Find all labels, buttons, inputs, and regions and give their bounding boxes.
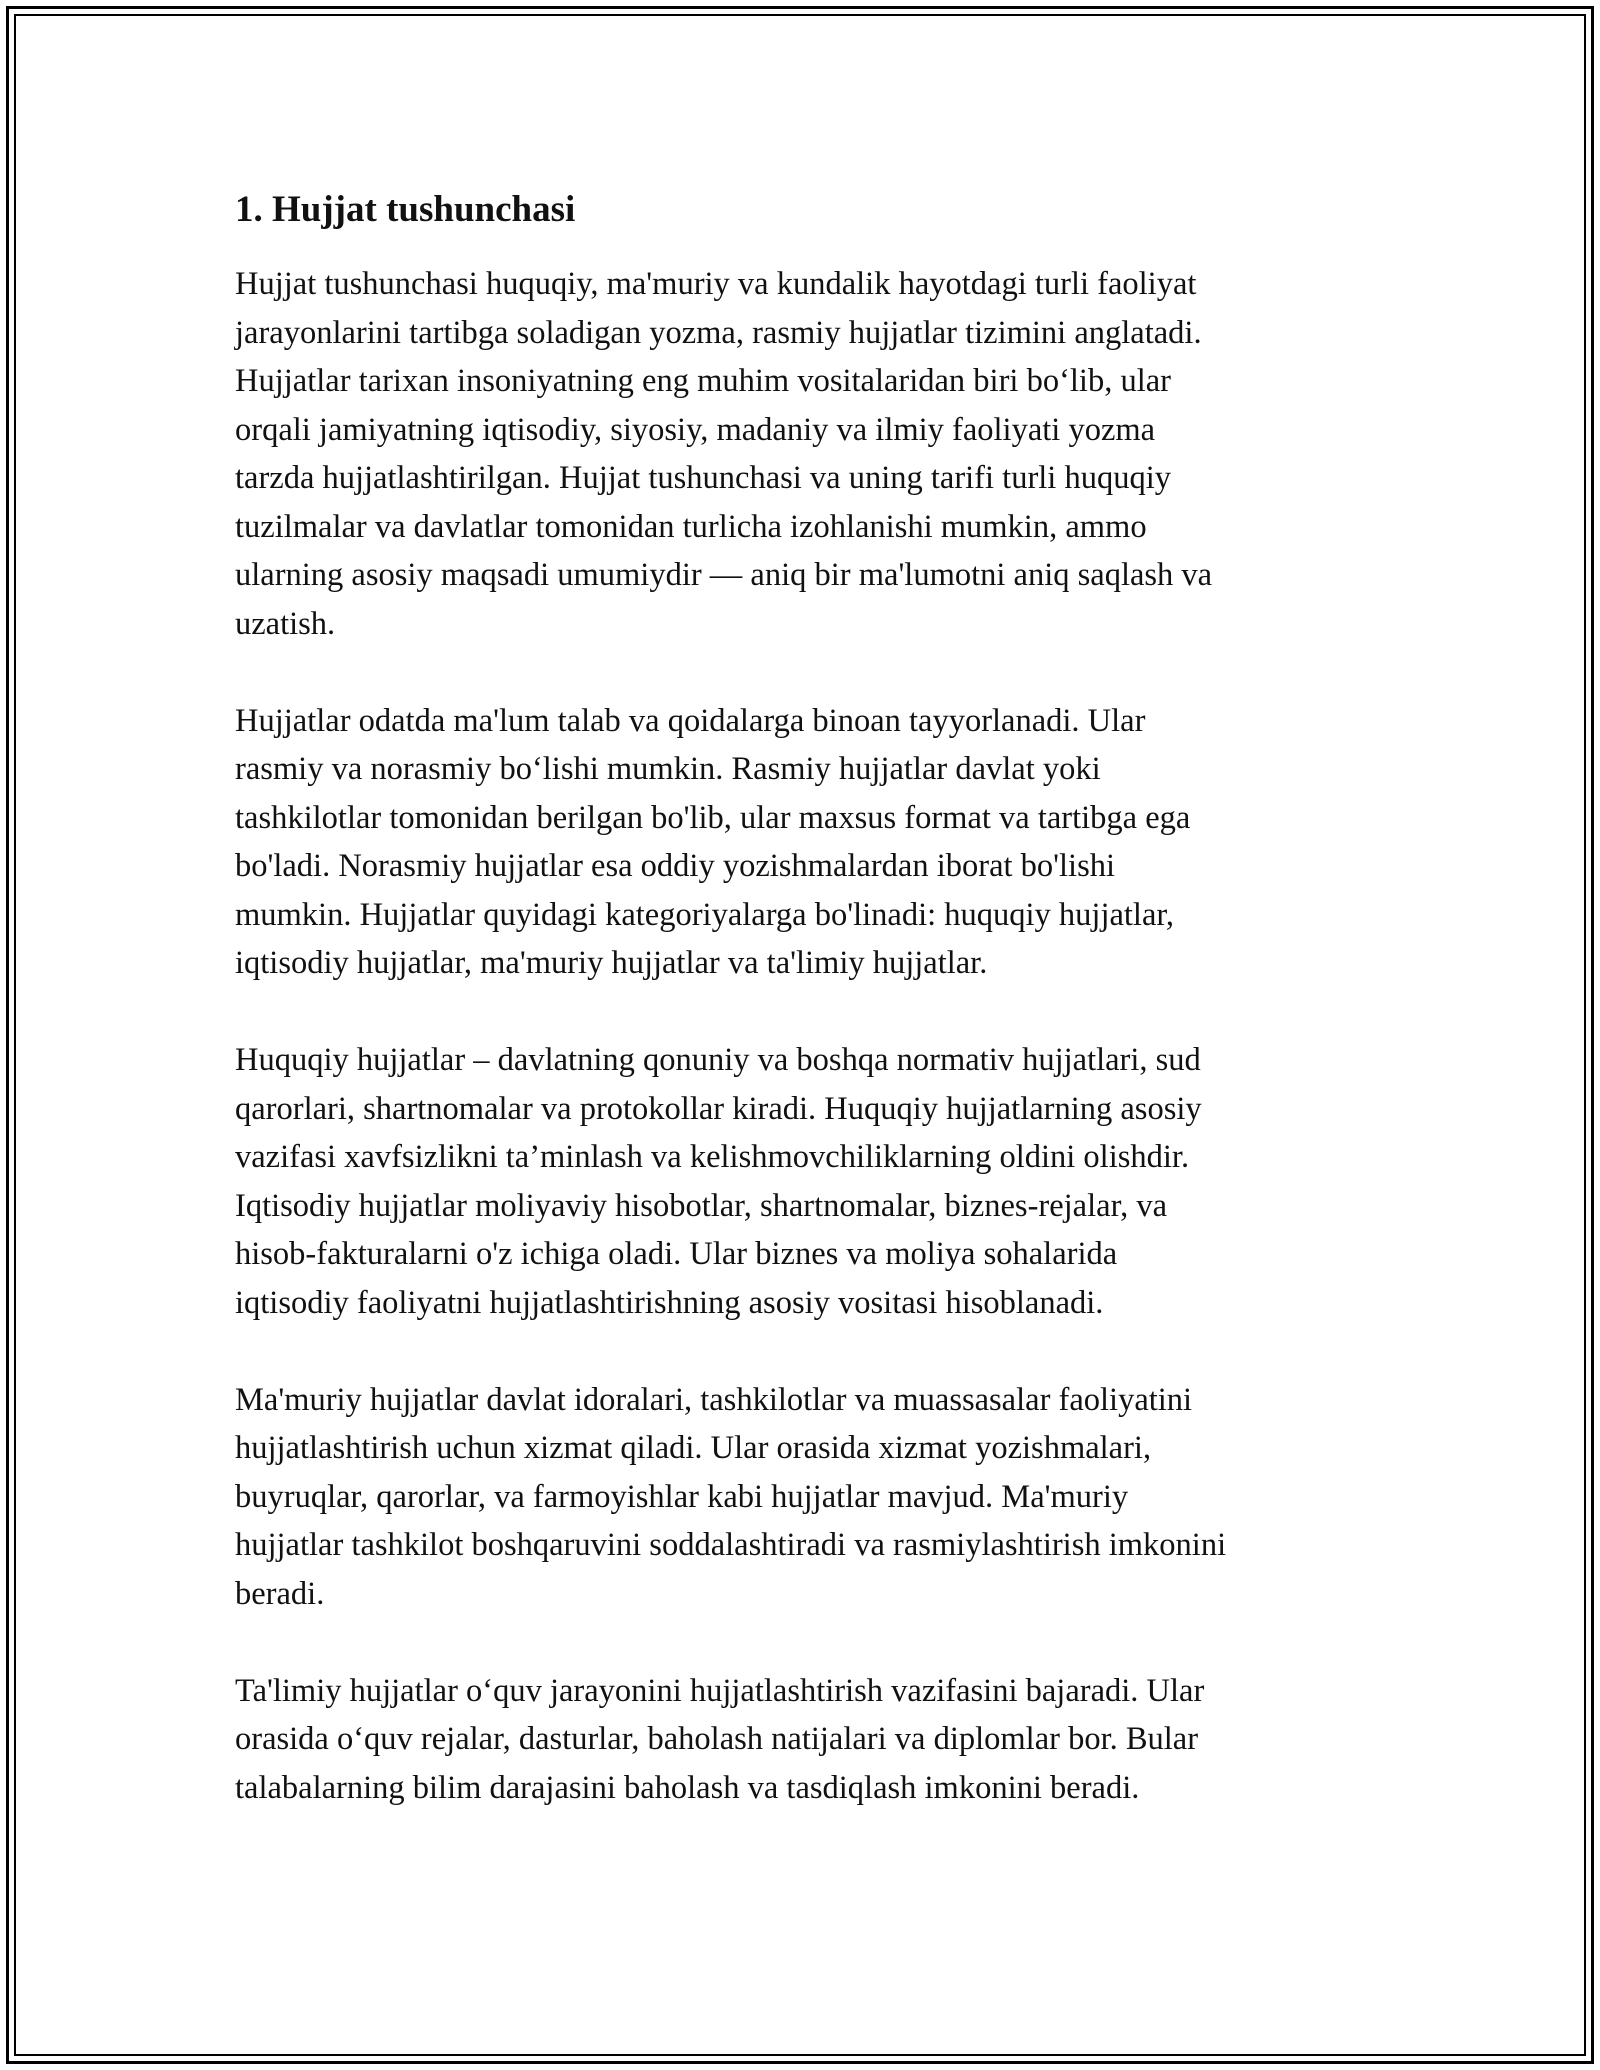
paragraph-legal-economic: Huquqiy hujjatlar – davlatning qonuniy va boshqa normativ hujjatlari, sud qarorlari, shartnomalar va protokollar kiradi. Huquqiy hujjatlarning asosiy vazifasi xavfsizlikni ta’minlash va kelishmovchiliklarning oldini olishdir. Iqtisodiy hujjatlar moliyaviy hisobotlar, shartnomalar, biznes-rejalar, va hisob-fakturalarni o'z ichiga oladi. Ular biznes va moliya sohalarida iqtisodiy faoliyatni hujjatlashtirishning asosiy vositasi hisoblanadi. [235, 1042, 1202, 1321]
document-body [235, 186, 1375, 1861]
paragraph-types: Hujjatlar odatda ma'lum talab va qoidalarga binoan tayyorlanadi. Ular rasmiy va norasmiy bo‘lishi mumkin. Rasmiy hujjatlar davlat yoki tashkilotlar tomonidan berilgan bo'lib, ular maxsus format va tartibga ega bo'ladi. Norasmiy hujjatlar esa oddiy yozishmalardan iborat bo'lishi mumkin. Hujjatlar quyidagi kategoriyalarga bo'linadi: huquqiy hujjatlar, iqtisodiy hujjatlar, ma'muriy hujjatlar va ta'limiy hujjatlar. [235, 702, 1191, 981]
document-heading: 1. Hujjat tushunchasi [235, 189, 576, 230]
paragraph-intro: Hujjat tushunchasi huquqiy, ma'muriy va kundalik hayotdagi turli faoliyat jarayonlarini tartibga soladigan yozma, rasmiy hujjatlar tizimini anglatadi. Hujjatlar tarixan insoniyatning eng muhim vositalaridan biri bo‘lib, ular orqali jamiyatning iqtisodiy, siyosiy, madaniy va ilmiy faoliyati yozma tarzda hujjatlashtirilgan. Hujjat tushunchasi va uning tarifi turli huquqiy tuzilmalar va davlatlar tomonidan turlicha izohlanishi mumkin, ammo ularning asosiy maqsadi umumiydir — aniq bir ma'lumotni aniq saqlash va uzatish. [235, 266, 1213, 642]
paragraph-administrative: Ma'muriy hujjatlar davlat idoralari, tashkilotlar va muassasalar faoliyatini hujjatlashtirish uchun xizmat qiladi. Ular orasida xizmat yozishmalari, buyruqlar, qarorlar, va farmoyishlar kabi hujjatlar mavjud. Ma'muriy hujjatlar tashkilot boshqaruvini soddalashtiradi va rasmiylashtirish imkonini beradi. [235, 1381, 1227, 1612]
paragraph-educational: Ta'limiy hujjatlar o‘quv jarayonini hujjatlashtirish vazifasini bajaradi. Ular orasida o‘quv rejalar, dasturlar, baholash natijalari va diplomlar bor. Bular talabalarning bilim darajasini baholash va tasdiqlash imkonini beradi. [235, 1672, 1205, 1806]
